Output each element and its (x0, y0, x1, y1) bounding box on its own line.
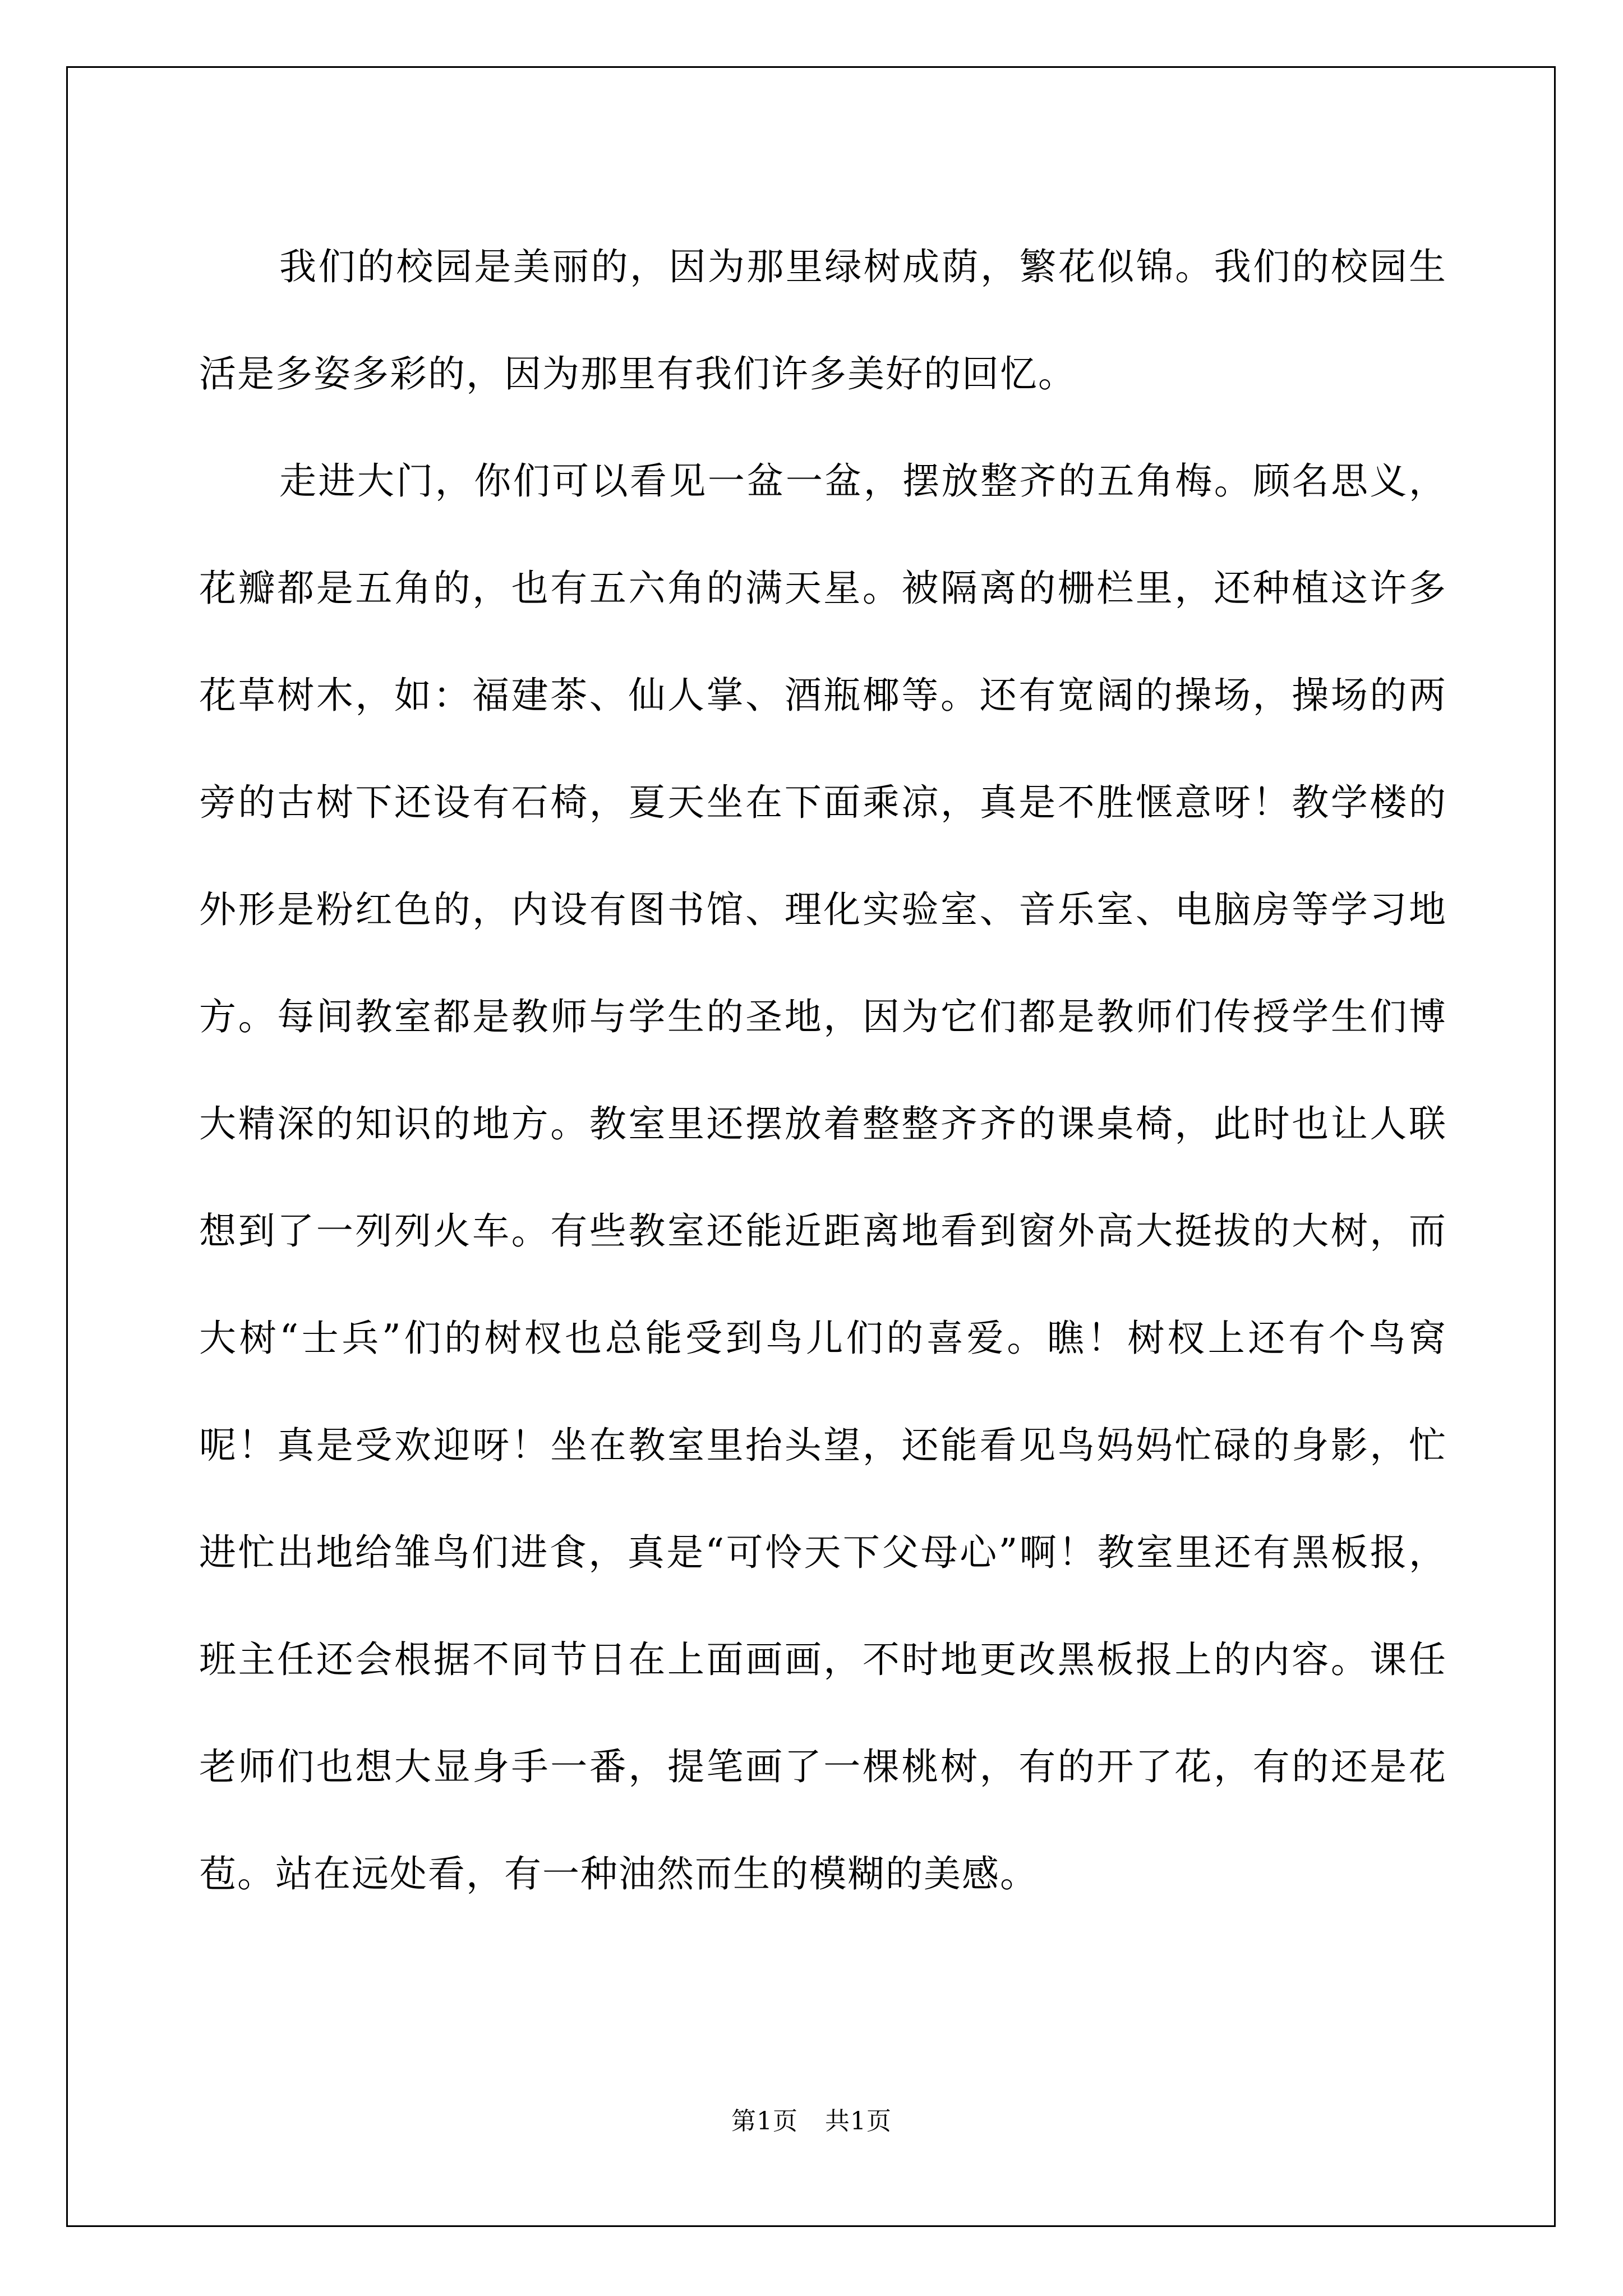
paragraph-campus-description: 走进大门，你们可以看见一盆一盆，摆放整齐的五角梅。顾名思义，花瓣都是五角的，也有五六角的满天星。被隔离的栅栏里，还种植这许多花草树木，如：福建茶、仙人掌、酒瓶椰等。还有宽阔的操场，操场的两旁的古树下还设有石椅，夏天坐在下面乘凉，真是不胜惬意呀！教学楼的外形是粉红色的，内设有图书馆、理化实验室、音乐室、电脑房等学习地方。每间教室都是教师与学生的圣地，因为它们都是教师们传授学生们博大精深的知识的地方。教室里还摆放着整整齐齐的课桌椅，此时也让人联想到了一列列火车。有些教室还能近距离地看到窗外高大挺拔的大树，而大树“士兵”们的树杈也总能受到鸟儿们的喜爱。瞧！树杈上还有个鸟窝呢！真是受欢迎呀！坐在教室里抬头望，还能看见鸟妈妈忙碌的身影，忙进忙出地给雏鸟们进食，真是“可怜天下父母心”啊！教室里还有黑板报，班主任还会根据不同节日在上面画画，不时地更改黑板报上的内容。课任老师们也想大显身手一番，提笔画了一棵桃树，有的开了花，有的还是花苞。站在远处看，有一种油然而生的模糊的美感。 (199, 459, 1447, 1895)
paragraph-intro: 我们的校园是美丽的，因为那里绿树成荫，繁花似锦。我们的校园生活是多姿多彩的，因为那里有我们许多美好的回忆。 (199, 245, 1447, 395)
page-number: 第1页 (731, 2107, 798, 2136)
document-body (199, 213, 1447, 1927)
page-footer (0, 2101, 1623, 2137)
page-total: 共1页 (825, 2107, 892, 2136)
